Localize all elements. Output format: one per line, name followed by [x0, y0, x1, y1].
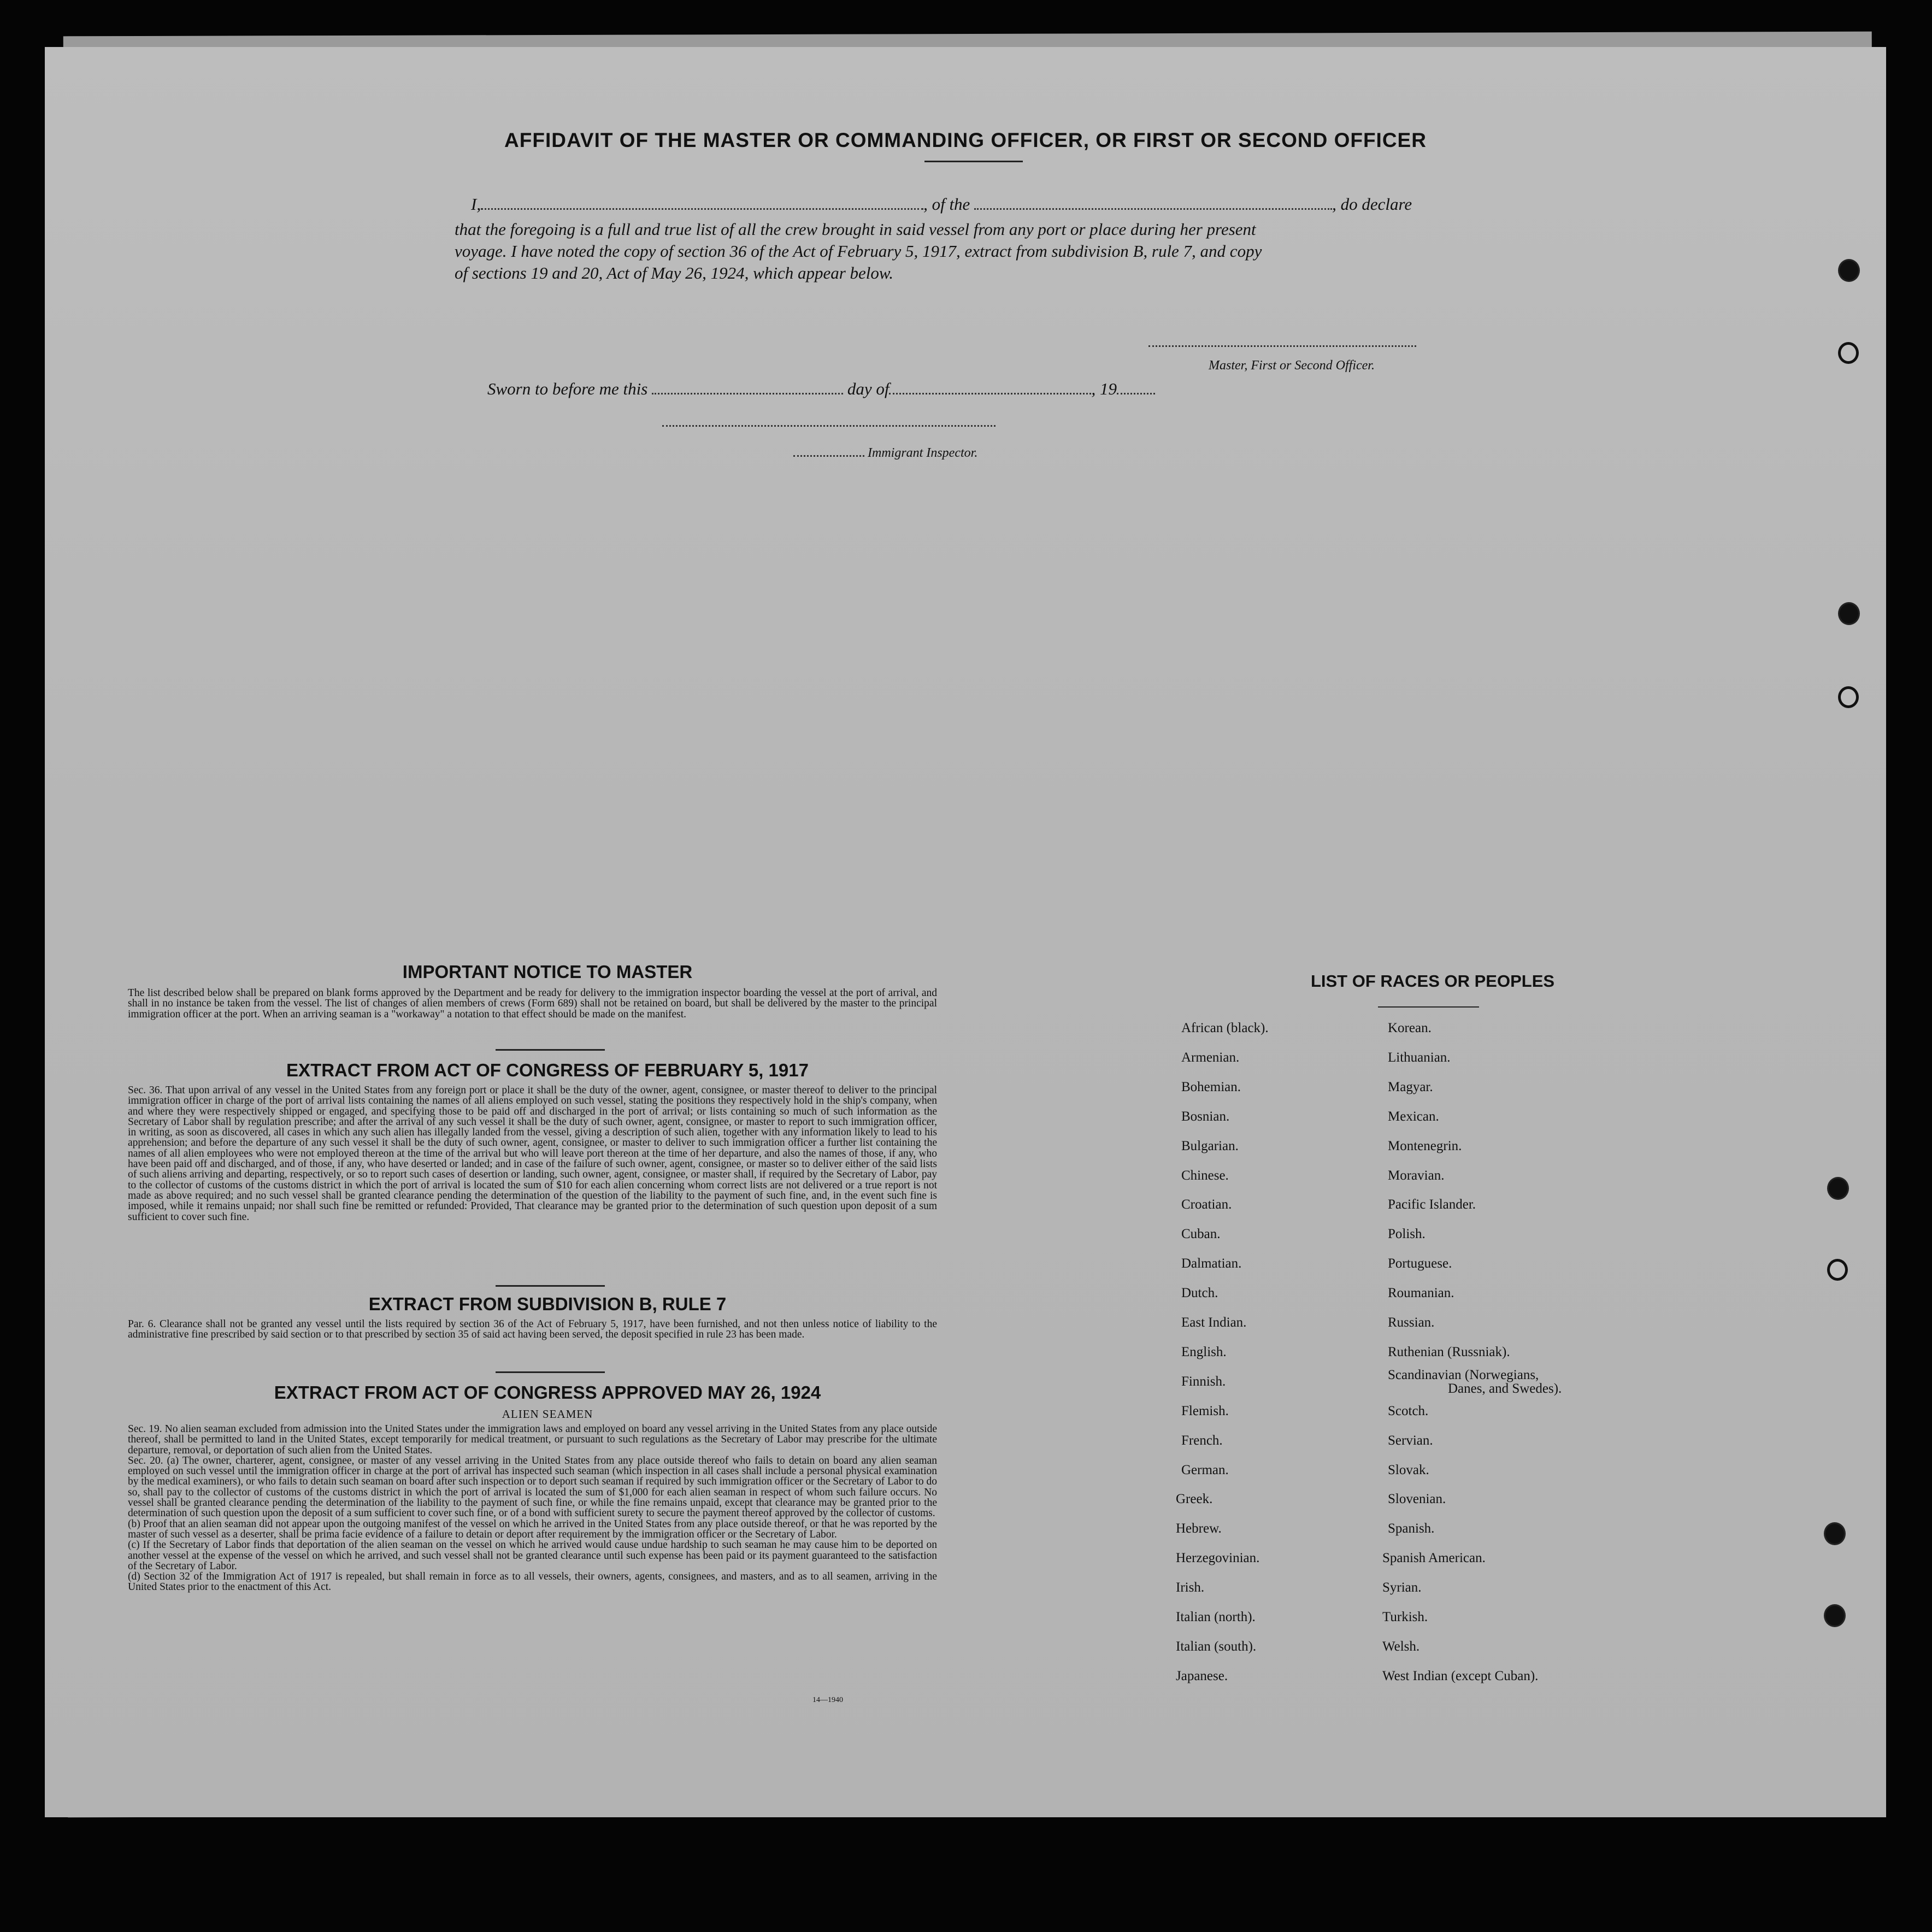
- race-item: Scotch.: [1388, 1404, 1429, 1418]
- races-title: LIST OF RACES OR PEOPLES: [1310, 971, 1555, 991]
- race-item: Bosnian.: [1181, 1109, 1230, 1124]
- race-item: English.: [1181, 1345, 1227, 1359]
- race-item: Bohemian.: [1181, 1080, 1241, 1094]
- notice-body: [104, 988, 937, 1020]
- affidavit-line-1: [471, 195, 1412, 214]
- section-20a-text: Sec. 20. (a) The owner, charterer, agent, consignee, or master of any vessel arriving in the United States from any place outside thereof who fails to detain on board any alien seaman employed on such vessel until the immigration officer in charge at the port of arrival has inspected such seaman (which inspection in all cases shall include a personal physical examination by the medical examiners), or who fails to detain such seaman on board after such inspection or to deport such seaman if required by such immigration officer or the Secretary of Labor to do so, shall pay to the collector of customs of the customs district in which the port of arrival is located the sum of $1,000 for each alien seaman in respect of whom such failure occurs. No vessel shall be granted clearance pending the determination of the liability to the payment of such fine, or while the fine remains unpaid, except that clearance may be granted prior to the determination of such question upon the deposit of a sum sufficient to cover such fine, or of a bond with sufficient surety to secure the payment thereof approved by the collector of customs.: [128, 1454, 937, 1519]
- race-item: Hebrew.: [1176, 1521, 1222, 1536]
- race-item: Syrian.: [1382, 1580, 1422, 1595]
- form-number: 14—1940: [812, 1696, 843, 1704]
- notice-title: IMPORTANT NOTICE TO MASTER: [402, 962, 693, 982]
- notice-text: The list described below shall be prepared on blank forms approved by the Department and be ready for delivery to the immigration inspector boarding the vessel at the port of arrival, and shall in no instance be taken from the vessel. The list of changes of alien members of crews (Form 689) shall not be retained on board, but shall be delivered by the master to the principal immigration officer at the port. When an arriving seaman is a "workaway" a notation to that effect should be made on the manifest.: [128, 987, 937, 1020]
- rule-7-body: [104, 1319, 937, 1340]
- master-signature-label: Master, First or Second Officer.: [1209, 358, 1375, 373]
- race-item: Dutch.: [1181, 1286, 1218, 1300]
- race-item: Roumanian.: [1388, 1286, 1454, 1300]
- sworn-day-label: day of: [847, 379, 890, 398]
- race-item: Cuban.: [1181, 1227, 1221, 1241]
- document-page: [45, 47, 1886, 1817]
- inspector-signature-field[interactable]: [662, 425, 996, 427]
- vessel-name-field[interactable]: [974, 208, 1332, 210]
- affidavit-line-3: voyage. I have noted the copy of section 36 of the Act of February 5, 1917, extract from subdivision B, rule 7, and copy: [455, 241, 1262, 261]
- race-item: Ruthenian (Russniak).: [1388, 1345, 1510, 1359]
- race-item: Dalmatian.: [1181, 1256, 1242, 1271]
- section-36-text: Sec. 36. That upon arrival of any vessel in the United States from any foreign port or place it shall be the duty of the owner, agent, consignee, or master thereof to deliver to the principal immigration officer in charge of the port of arrival lists containing the names of all aliens employed on such vessel, stating the positions they respectively hold in the ship's company, when and where they were respectively shipped or engaged, and specifying those to be paid off and discharged in the port of arrival; or lists containing so much of such information as the Secretary of Labor shall by regulation prescribe; and after the arrival of any such vessel it shall be the duty of such owner, agent, consignee, or master to report to such immigration officer, in writing, as soon as discovered, all cases in which any such alien has illegally landed from the vessel, giving a description of such alien, together with any information likely to lead to his apprehension; and before the departure of any such vessel it shall be the duty of such owner, agent, consignee, or master to deliver to such immigration officer a further list containing the names of all alien employees who were not employed thereon at the time of the arrival but who will leave port thereon at the time of her departure, and also the names of those, if any, who have been paid off and discharged, and of those, if any, who have deserted or landed; and in case of the failure of such owner, agent, consignee, or master so to deliver either of the said lists of such aliens arriving and departing, respectively, or so to report such cases of desertion or landing, such owner, agent, consignee, or master shall, if required by the Secretary of Labor, pay to the collector of customs of the customs district in which the port of arrival is located the sum of $10 for each alien concerning whom correct lists are not delivered or a true report is not made as above required; and no such vessel shall be granted clearance pending the determination of the question of the liability to the payment of such fine, and, in the event such fine is imposed, while it remains unpaid; nor shall such fine be remitted or refunded: Provided, That clearance may be granted prior to the determination of such question upon deposit of a sum sufficient to cover such fine.: [128, 1085, 937, 1223]
- sworn-year-label: , 19: [1091, 379, 1117, 398]
- race-item: Lithuanian.: [1388, 1050, 1451, 1065]
- extract-1917-title: EXTRACT FROM ACT OF CONGRESS OF FEBRUARY 5, 1917: [286, 1060, 809, 1080]
- section-20b-text: (b) Proof that an alien seaman did not appear upon the outgoing manifest of the vessel on which he arrived in the United States from any place outside thereof, or that he was reported by the master of such vessel as a deserter, shall be prima facie evidence of a failure to detain or deport after requirement by the immigration officer or the Secretary of Labor.: [128, 1518, 937, 1540]
- sworn-year-field[interactable]: [1117, 393, 1155, 394]
- race-item: Mexican.: [1388, 1109, 1439, 1124]
- race-scandinavian-cont: Danes, and Swedes).: [1448, 1381, 1562, 1396]
- extract-1917-body: [104, 1085, 937, 1222]
- race-item: West Indian (except Cuban).: [1382, 1669, 1539, 1683]
- race-item: Flemish.: [1181, 1404, 1229, 1418]
- sworn-line: [487, 379, 1155, 399]
- race-item: Pacific Islander.: [1388, 1197, 1476, 1212]
- race-item: Turkish.: [1382, 1610, 1428, 1624]
- section-20c-text: (c) If the Secretary of Labor finds that deportation of the alien seaman on the vessel on which he arrived would cause undue hardship to such seaman he may cause him to be deported on another vessel at the expense of the vessel on which he arrived, and such vessel shall not be granted clearance until such expense has been paid or its payment guaranteed to the satisfaction of the Secretary of Labor.: [128, 1539, 937, 1572]
- race-item: Montenegrin.: [1388, 1139, 1462, 1153]
- punch-hole: [1824, 1604, 1846, 1627]
- affidavit-line-4: of sections 19 and 20, Act of May 26, 1924, which appear below.: [455, 263, 894, 282]
- race-item: Spanish.: [1388, 1521, 1435, 1536]
- race-item: Japanese.: [1176, 1669, 1228, 1683]
- race-item: Welsh.: [1382, 1639, 1420, 1654]
- race-item: Spanish American.: [1382, 1551, 1486, 1565]
- rule-7-title: EXTRACT FROM SUBDIVISION B, RULE 7: [368, 1294, 727, 1314]
- inspector-dots: [793, 455, 864, 457]
- race-item: Polish.: [1388, 1227, 1426, 1241]
- paragraph-6-text: Par. 6. Clearance shall not be granted any vessel until the lists required by section 36 of the Act of February 5, 1917, have been furnished, and not then unless notice of liability to the administrative fine prescribed by said section or to that prescribed by section 35 of said act having been served, the deposit specified in rule 23 has been made.: [128, 1318, 937, 1341]
- section-19-text: Sec. 19. No alien seaman excluded from admission into the United States under the immigration laws and employed on board any vessel arriving in the United States from any place outside thereof, shall be permitted to land in the United States, except temporarily for medical treatment, or pursuant to such regulations as the Secretary of Labor may prescribe for the ultimate departure, removal, or deportation of such alien from the United States.: [128, 1423, 937, 1456]
- race-item: Chinese.: [1181, 1168, 1229, 1183]
- race-item: French.: [1181, 1433, 1223, 1448]
- race-item: Greek.: [1176, 1492, 1213, 1506]
- race-item: Croatian.: [1181, 1197, 1232, 1212]
- race-item: Magyar.: [1388, 1080, 1433, 1094]
- affidavit-title: AFFIDAVIT OF THE MASTER OR COMMANDING OFFICER, OR FIRST OR SECOND OFFICER: [504, 129, 1427, 151]
- title-divider: [924, 161, 1023, 162]
- race-item: Korean.: [1388, 1021, 1432, 1035]
- punch-hole: [1827, 1177, 1849, 1200]
- extract-1924-title: EXTRACT FROM ACT OF CONGRESS APPROVED MAY 26, 1924: [274, 1382, 821, 1403]
- section-20d-text: (d) Section 32 of the Immigration Act of 1917 is repealed, but shall remain in force as to all vessels, their owners, agents, consignees, and masters, and as to all seamen, arriving in the United States prior to the enactment of this Act.: [128, 1571, 937, 1593]
- affidavit-declare: , do declare: [1332, 195, 1412, 214]
- race-item: Herzegovinian.: [1176, 1551, 1260, 1565]
- affidavit-of-the: , of the: [923, 195, 970, 214]
- race-item: Scandinavian (Norwegians,: [1388, 1368, 1539, 1382]
- race-item: Portuguese.: [1388, 1256, 1452, 1271]
- race-item: Bulgarian.: [1181, 1139, 1239, 1153]
- punch-hole: [1824, 1522, 1846, 1545]
- affidavit-line-2: that the foregoing is a full and true list of all the crew brought in said vessel from any port or place during her present: [455, 220, 1256, 239]
- divider: [496, 1285, 605, 1287]
- race-item: Slovenian.: [1388, 1492, 1446, 1506]
- punch-hole: [1838, 342, 1859, 364]
- race-item: Irish.: [1176, 1580, 1205, 1595]
- punch-hole: [1827, 1259, 1848, 1281]
- race-item: Moravian.: [1388, 1168, 1445, 1183]
- race-item: Servian.: [1388, 1433, 1433, 1448]
- master-name-field[interactable]: [481, 208, 923, 210]
- divider: [496, 1049, 605, 1051]
- race-item: Finnish.: [1181, 1374, 1226, 1389]
- race-item: East Indian.: [1181, 1315, 1247, 1330]
- punch-hole: [1838, 259, 1860, 282]
- race-item: Armenian.: [1181, 1050, 1240, 1065]
- divider: [1378, 1006, 1479, 1008]
- inspector-line: [793, 446, 977, 461]
- race-item: Italian (south).: [1176, 1639, 1257, 1654]
- sworn-day-field[interactable]: [652, 393, 843, 394]
- divider: [496, 1371, 605, 1373]
- race-item: African (black).: [1181, 1021, 1269, 1035]
- extract-1924-body: [104, 1424, 937, 1593]
- punch-hole: [1838, 686, 1859, 708]
- master-signature-field[interactable]: [1148, 345, 1416, 347]
- alien-seamen-subtitle: ALIEN SEAMEN: [502, 1407, 593, 1421]
- race-item: German.: [1181, 1463, 1229, 1477]
- sworn-month-field[interactable]: [889, 393, 1091, 394]
- sworn-prefix: Sworn to before me this: [487, 379, 648, 398]
- race-item: Russian.: [1388, 1315, 1435, 1330]
- race-item: Slovak.: [1388, 1463, 1429, 1477]
- inspector-label: Immigrant Inspector.: [868, 446, 978, 460]
- punch-hole: [1838, 602, 1860, 625]
- race-item: Italian (north).: [1176, 1610, 1256, 1624]
- affidavit-i: I,: [471, 195, 481, 214]
